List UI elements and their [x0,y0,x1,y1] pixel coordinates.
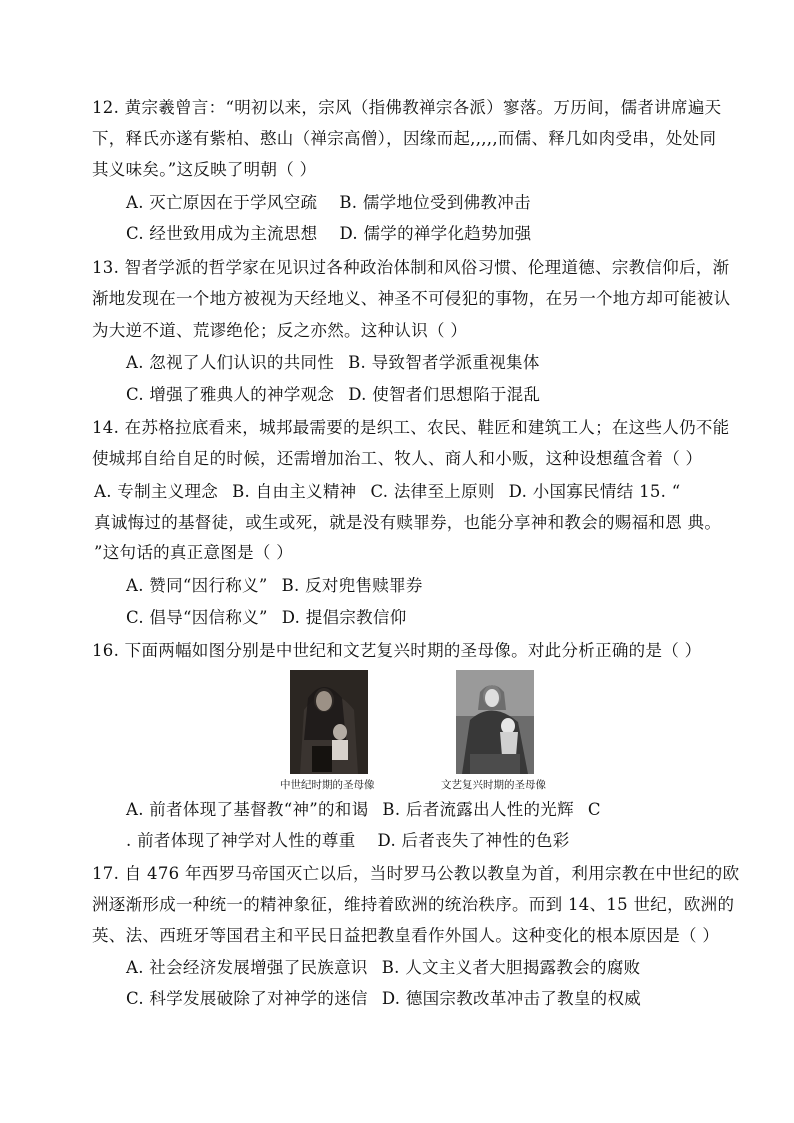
q16-options-row1 [126,799,601,821]
renaissance-madonna-image [456,670,534,774]
q16-options-row2 [126,830,570,852]
q15-option-b: B. 反对兜售赎罪券 [281,576,423,595]
q13-option-c: C. 增强了雅典人的神学观念 [126,385,335,404]
q14-option-b: B. 自由主义精神 [232,482,357,501]
q16-option-d: D. 后者丧失了神性的色彩 [377,831,570,850]
q14-option-a: A. 专制主义理念 [94,482,219,501]
q17-option-c: C. 科学发展破除了对神学的迷信 [126,989,368,1008]
q13-option-a: A. 忽视了人们认识的共同性 [126,353,335,372]
q15-stem-start: 15. “ [639,482,681,501]
q12-option-c: C. 经世致用成为主流思想 [126,224,318,243]
q16-stem-line1: 16. 下面两幅如图分别是中世纪和文艺复兴时期的圣母像。对此分析正确的是（ ） [92,641,702,660]
q15-stem-line2: 真诚悔过的基督徒，或生或死，就是没有赎罪券，也能分享神和教会的赐福和恩 典。 [94,513,722,532]
q16-option-a: A. 前者体现了基督教“神”的和谒 [126,800,369,819]
q13-stem-line1: 13. 智者学派的哲学家在见识过各种政治体制和风俗习惯、伦理道德、宗教信仰后，渐 [92,258,730,277]
q12-options-row2 [126,223,531,245]
medieval-madonna-icon [290,670,368,774]
q15-option-a: A. 赞同“因行称义” [126,576,268,595]
q17-stem-line1: 17. 自 476 年西罗马帝国灭亡以后，当时罗马公教以教皇为首，利用宗教在中世纪的欧 [92,864,740,883]
q14-option-c: C. 法律至上原则 [370,482,495,501]
caption-renaissance: 文艺复兴时期的圣母像 [441,779,546,791]
q13-option-d: D. 使智者们思想陷于混乱 [348,385,541,404]
q17-stem-line2: 洲逐渐形成一种统一的精神象征，维持着欧洲的统治秩序。而到 14、15 世纪，欧洲的 [92,895,735,914]
q13-options-row2 [126,384,540,406]
q15-stem-line3: ”这句话的真正意图是（ ） [94,543,294,562]
q13-options-row1 [126,352,540,374]
caption-medieval: 中世纪时期的圣母像 [280,779,375,791]
q16-option-c: . 前者体现了神学对人性的尊重 [126,831,356,850]
q16-option-b: B. 后者流露出人性的光辉 [382,800,574,819]
q12-stem-line1: 12. 黄宗羲曾言：“明初以来，宗风（指佛教禅宗各派）寥落。万历间，儒者讲席遍天 [92,98,722,117]
q12-options-row1 [126,192,531,214]
medieval-madonna-image [290,670,368,774]
q17-options-row2 [126,988,641,1010]
q15-option-c: C. 倡导“因信称义” [126,608,268,627]
q15-options-row1 [126,575,423,597]
q14-stem-line2: 使城邦自给自足的时候，还需增加治工、牧人、商人和小贩，这种设想蕴含着（ ） [92,449,703,468]
renaissance-madonna-icon [456,670,534,774]
q14-options-row [94,481,680,503]
q12-option-d: D. 儒学的禅学化趋势加强 [339,224,532,243]
q14-option-d: D. 小国寡民情结 [508,482,634,501]
q17-stem-line3: 英、法、西班牙等国君主和平民日益把教皇看作外国人。这种变化的根本原因是（ ） [92,926,720,945]
q13-option-b: B. 导致智者学派重视集体 [348,353,540,372]
q17-option-a: A. 社会经济发展增强了民族意识 [126,958,368,977]
q17-option-b: B. 人文主义者大胆揭露教会的腐败 [381,958,641,977]
q15-option-d: D. 提倡宗教信仰 [281,608,407,627]
q12-stem-line2: 下，释氏亦遂有紫柏、憨山（禅宗高僧），因缘而起,,,,,而儒、释几如肉受串，处处同 [92,129,717,148]
q16-option-c-letter: C [587,800,601,819]
q13-stem-line2: 渐地发现在一个地方被视为天经地义、神圣不可侵犯的事物，在另一个地方却可能被认 [92,289,731,308]
q12-option-b: B. 儒学地位受到佛教冲击 [339,193,531,212]
q14-stem-line1: 14. 在苏格拉底看来，城邦最需要的是织工、农民、鞋匠和建筑工人；在这些人仍不能 [92,418,730,437]
q17-option-d: D. 德国宗教改革冲击了教皇的权威 [381,989,642,1008]
q17-options-row1 [126,957,640,979]
q12-stem-line3: 其义味矣。”这反映了明朝（ ） [92,160,317,179]
q12-option-a: A. 灭亡原因在于学风空疏 [126,193,318,212]
q15-options-row2 [126,607,407,629]
q13-stem-line3: 为大逆不道、荒谬绝伦；反之亦然。这种认识（ ） [92,321,468,340]
